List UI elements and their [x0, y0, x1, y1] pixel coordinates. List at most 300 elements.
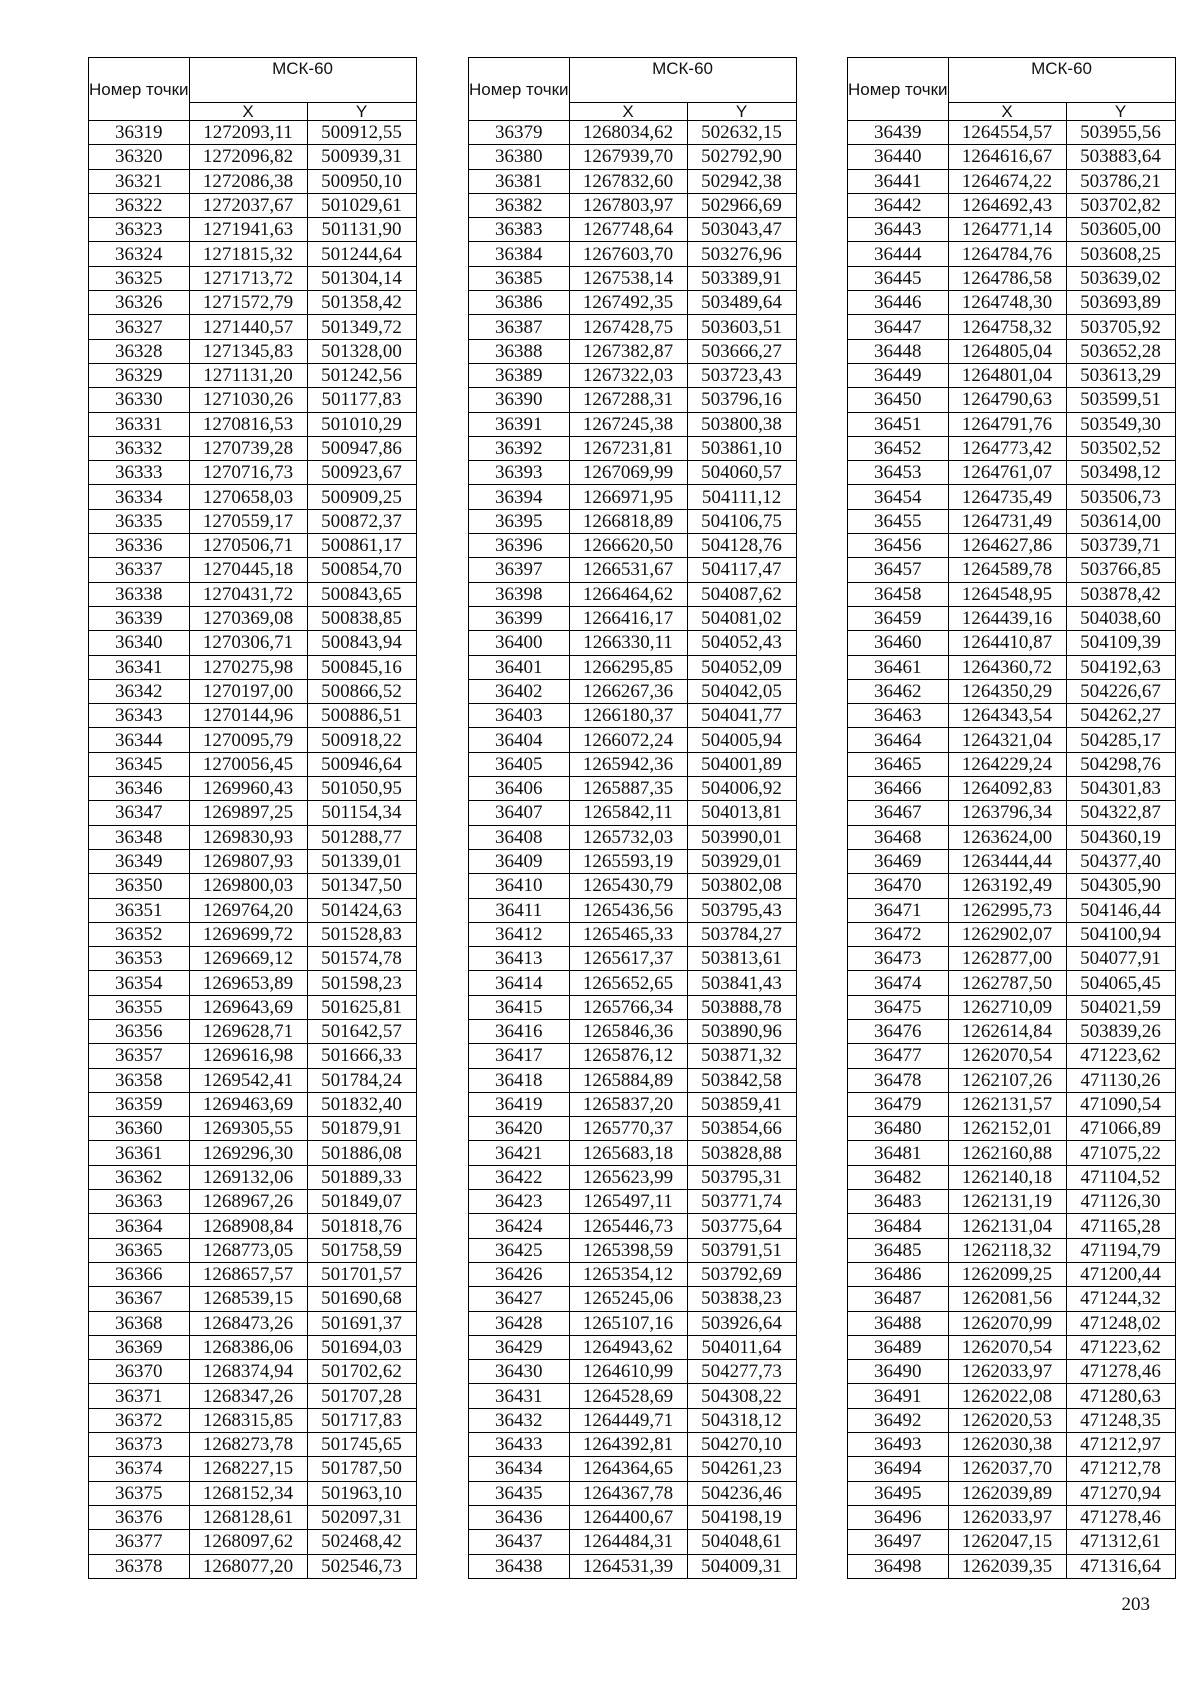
y-coordinate-cell: 501818,76 — [307, 1214, 416, 1238]
y-coordinate-cell: 471223,62 — [1066, 1044, 1175, 1068]
y-coordinate-cell: 501832,40 — [307, 1092, 416, 1116]
x-column-header: X — [948, 103, 1066, 121]
y-coordinate-cell: 501244,64 — [307, 242, 416, 266]
x-coordinate-cell: 1268773,05 — [189, 1238, 307, 1262]
x-coordinate-cell: 1264449,71 — [569, 1408, 687, 1432]
point-number-cell: 36481 — [848, 1141, 949, 1165]
y-coordinate-cell: 501288,77 — [307, 825, 416, 849]
point-number-cell: 36427 — [469, 1287, 570, 1311]
y-coordinate-cell: 503842,58 — [687, 1068, 796, 1092]
y-coordinate-cell: 504109,39 — [1066, 631, 1175, 655]
x-coordinate-cell: 1271941,63 — [189, 218, 307, 242]
coordinates-table — [468, 57, 797, 1579]
y-coordinate-cell: 501050,95 — [307, 777, 416, 801]
table-row — [89, 655, 417, 679]
point-number-cell: 36381 — [469, 169, 570, 193]
y-coordinate-cell: 503861,10 — [687, 436, 796, 460]
point-number-cell: 36369 — [89, 1335, 190, 1359]
point-number-cell: 36435 — [469, 1481, 570, 1505]
y-coordinate-cell: 501886,08 — [307, 1141, 416, 1165]
point-number-cell: 36429 — [469, 1335, 570, 1359]
x-coordinate-cell: 1269764,20 — [189, 898, 307, 922]
x-coordinate-cell: 1272037,67 — [189, 193, 307, 217]
point-number-cell: 36455 — [848, 509, 949, 533]
y-coordinate-cell: 503888,78 — [687, 995, 796, 1019]
table-row — [89, 363, 417, 387]
point-number-cell: 36411 — [469, 898, 570, 922]
y-coordinate-cell: 471090,54 — [1066, 1092, 1175, 1116]
y-coordinate-cell: 500886,51 — [307, 704, 416, 728]
point-number-cell: 36471 — [848, 898, 949, 922]
y-coordinate-cell: 502097,31 — [307, 1505, 416, 1529]
y-coordinate-cell: 500866,52 — [307, 679, 416, 703]
point-number-cell: 36374 — [89, 1457, 190, 1481]
point-number-cell: 36409 — [469, 849, 570, 873]
table-row — [469, 801, 797, 825]
point-number-cell: 36454 — [848, 485, 949, 509]
x-coordinate-cell: 1270197,00 — [189, 679, 307, 703]
table-row — [848, 898, 1176, 922]
table-row — [89, 1408, 417, 1432]
y-coordinate-cell: 503613,29 — [1066, 363, 1175, 387]
table-row — [469, 679, 797, 703]
y-coordinate-cell: 503608,25 — [1066, 242, 1175, 266]
point-number-cell: 36415 — [469, 995, 570, 1019]
point-number-cell: 36347 — [89, 801, 190, 825]
table-row — [848, 315, 1176, 339]
point-number-cell: 36350 — [89, 874, 190, 898]
x-coordinate-cell: 1270306,71 — [189, 631, 307, 655]
x-coordinate-cell: 1269800,03 — [189, 874, 307, 898]
y-coordinate-cell: 503955,56 — [1066, 121, 1175, 145]
point-number-cell: 36387 — [469, 315, 570, 339]
table-row — [89, 1457, 417, 1481]
point-number-cell: 36326 — [89, 291, 190, 315]
table-row — [89, 704, 417, 728]
y-coordinate-cell: 504060,57 — [687, 461, 796, 485]
table-row — [469, 1214, 797, 1238]
x-coordinate-cell: 1264400,67 — [569, 1505, 687, 1529]
table-row — [848, 145, 1176, 169]
y-coordinate-cell: 471212,78 — [1066, 1457, 1175, 1481]
point-number-cell: 36357 — [89, 1044, 190, 1068]
x-coordinate-cell: 1263444,44 — [948, 849, 1066, 873]
y-coordinate-cell: 471312,61 — [1066, 1530, 1175, 1554]
point-number-cell: 36380 — [469, 145, 570, 169]
point-number-cell: 36412 — [469, 922, 570, 946]
x-coordinate-cell: 1262131,04 — [948, 1214, 1066, 1238]
y-coordinate-cell: 503766,85 — [1066, 558, 1175, 582]
table-row — [89, 728, 417, 752]
x-coordinate-cell: 1269628,71 — [189, 1019, 307, 1043]
point-number-cell: 36331 — [89, 412, 190, 436]
x-coordinate-cell: 1262033,97 — [948, 1505, 1066, 1529]
y-coordinate-cell: 504013,81 — [687, 801, 796, 825]
table-row — [848, 801, 1176, 825]
table-row — [89, 1287, 417, 1311]
x-coordinate-cell: 1265842,11 — [569, 801, 687, 825]
x-coordinate-cell: 1264791,76 — [948, 412, 1066, 436]
point-number-cell: 36461 — [848, 655, 949, 679]
y-coordinate-cell: 504042,05 — [687, 679, 796, 703]
table-row — [89, 412, 417, 436]
x-coordinate-cell: 1265683,18 — [569, 1141, 687, 1165]
point-number-cell: 36342 — [89, 679, 190, 703]
table-row — [848, 388, 1176, 412]
x-coordinate-cell: 1270056,45 — [189, 752, 307, 776]
coordinate-system-header: МСК-60 — [948, 58, 1175, 103]
x-coordinate-cell: 1266971,95 — [569, 485, 687, 509]
table-row — [848, 777, 1176, 801]
table-row — [848, 1530, 1176, 1554]
table-row — [848, 947, 1176, 971]
y-coordinate-cell: 501424,63 — [307, 898, 416, 922]
point-number-cell: 36444 — [848, 242, 949, 266]
x-coordinate-cell: 1267939,70 — [569, 145, 687, 169]
point-number-cell: 36491 — [848, 1384, 949, 1408]
table-row — [89, 145, 417, 169]
table-row — [89, 436, 417, 460]
table-row — [89, 388, 417, 412]
table-row — [89, 121, 417, 145]
point-number-cell: 36376 — [89, 1505, 190, 1529]
point-number-cell: 36367 — [89, 1287, 190, 1311]
x-coordinate-cell: 1268152,34 — [189, 1481, 307, 1505]
y-coordinate-cell: 471104,52 — [1066, 1165, 1175, 1189]
x-coordinate-cell: 1268967,26 — [189, 1190, 307, 1214]
point-number-cell: 36449 — [848, 363, 949, 387]
coordinates-table — [847, 57, 1176, 1579]
x-coordinate-cell: 1264610,99 — [569, 1360, 687, 1384]
x-coordinate-cell: 1265846,36 — [569, 1019, 687, 1043]
y-coordinate-cell: 501328,00 — [307, 339, 416, 363]
point-number-cell: 36339 — [89, 606, 190, 630]
point-number-cell: 36365 — [89, 1238, 190, 1262]
table-row — [848, 1554, 1176, 1578]
point-number-cell: 36450 — [848, 388, 949, 412]
table-row — [89, 1481, 417, 1505]
table-row — [89, 752, 417, 776]
point-number-cell: 36345 — [89, 752, 190, 776]
table-row — [848, 679, 1176, 703]
y-coordinate-cell: 503990,01 — [687, 825, 796, 849]
table-row — [469, 1044, 797, 1068]
y-coordinate-cell: 504262,27 — [1066, 704, 1175, 728]
y-coordinate-cell: 503389,91 — [687, 266, 796, 290]
y-coordinate-cell: 501528,83 — [307, 922, 416, 946]
y-coordinate-cell: 503666,27 — [687, 339, 796, 363]
x-coordinate-cell: 1270095,79 — [189, 728, 307, 752]
y-coordinate-cell: 502966,69 — [687, 193, 796, 217]
point-number-cell: 36413 — [469, 947, 570, 971]
y-coordinate-cell: 471212,97 — [1066, 1433, 1175, 1457]
y-coordinate-cell: 501029,61 — [307, 193, 416, 217]
table-row — [848, 1433, 1176, 1457]
x-coordinate-cell: 1262081,56 — [948, 1287, 1066, 1311]
table-row — [469, 704, 797, 728]
table-row — [89, 1384, 417, 1408]
x-coordinate-cell: 1263192,49 — [948, 874, 1066, 898]
point-number-cell: 36447 — [848, 315, 949, 339]
y-coordinate-cell: 503828,88 — [687, 1141, 796, 1165]
table-row — [89, 631, 417, 655]
point-number-cell: 36410 — [469, 874, 570, 898]
point-number-cell: 36375 — [89, 1481, 190, 1505]
x-coordinate-cell: 1271345,83 — [189, 339, 307, 363]
y-coordinate-cell: 471126,30 — [1066, 1190, 1175, 1214]
table-row — [469, 1238, 797, 1262]
y-coordinate-cell: 501889,33 — [307, 1165, 416, 1189]
x-coordinate-cell: 1267748,64 — [569, 218, 687, 242]
y-coordinate-cell: 501177,83 — [307, 388, 416, 412]
table-row — [469, 169, 797, 193]
y-coordinate-cell: 503791,51 — [687, 1238, 796, 1262]
point-number-cell: 36466 — [848, 777, 949, 801]
y-coordinate-cell: 503800,38 — [687, 412, 796, 436]
y-coordinate-cell: 501339,01 — [307, 849, 416, 873]
table-row — [848, 1044, 1176, 1068]
table-row — [469, 898, 797, 922]
table-row — [89, 1190, 417, 1214]
table-row — [848, 534, 1176, 558]
point-number-cell: 36361 — [89, 1141, 190, 1165]
x-coordinate-cell: 1264692,43 — [948, 193, 1066, 217]
point-number-cell: 36377 — [89, 1530, 190, 1554]
table-row — [848, 1384, 1176, 1408]
table-row — [89, 1505, 417, 1529]
x-coordinate-cell: 1263796,34 — [948, 801, 1066, 825]
y-coordinate-cell: 504198,19 — [687, 1505, 796, 1529]
point-number-cell: 36368 — [89, 1311, 190, 1335]
x-coordinate-cell: 1265617,37 — [569, 947, 687, 971]
table-row — [469, 971, 797, 995]
point-number-cell: 36480 — [848, 1117, 949, 1141]
y-coordinate-cell: 502632,15 — [687, 121, 796, 145]
y-coordinate-cell: 500843,94 — [307, 631, 416, 655]
table-row — [89, 825, 417, 849]
x-coordinate-cell: 1262131,19 — [948, 1190, 1066, 1214]
table-row — [469, 922, 797, 946]
y-coordinate-cell: 471066,89 — [1066, 1117, 1175, 1141]
x-coordinate-cell: 1267322,03 — [569, 363, 687, 387]
y-coordinate-cell: 471223,62 — [1066, 1335, 1175, 1359]
y-coordinate-cell: 500950,10 — [307, 169, 416, 193]
x-coordinate-cell: 1270445,18 — [189, 558, 307, 582]
table-row — [848, 995, 1176, 1019]
point-number-cell: 36395 — [469, 509, 570, 533]
table-row — [848, 971, 1176, 995]
x-coordinate-cell: 1269643,69 — [189, 995, 307, 1019]
table-row — [848, 728, 1176, 752]
y-coordinate-cell: 500912,55 — [307, 121, 416, 145]
x-coordinate-cell: 1262037,70 — [948, 1457, 1066, 1481]
point-number-cell: 36333 — [89, 461, 190, 485]
table-row — [848, 339, 1176, 363]
table-row — [469, 412, 797, 436]
point-number-cell: 36358 — [89, 1068, 190, 1092]
x-coordinate-cell: 1269960,43 — [189, 777, 307, 801]
x-coordinate-cell: 1264360,72 — [948, 655, 1066, 679]
point-number-cell: 36390 — [469, 388, 570, 412]
y-coordinate-cell: 503795,43 — [687, 898, 796, 922]
x-coordinate-cell: 1265887,35 — [569, 777, 687, 801]
table-row — [469, 849, 797, 873]
x-coordinate-cell: 1262995,73 — [948, 898, 1066, 922]
y-coordinate-cell: 503603,51 — [687, 315, 796, 339]
x-coordinate-cell: 1264801,04 — [948, 363, 1066, 387]
point-number-cell: 36421 — [469, 1141, 570, 1165]
y-coordinate-cell: 504041,77 — [687, 704, 796, 728]
y-coordinate-cell: 503802,08 — [687, 874, 796, 898]
table-row — [89, 582, 417, 606]
x-coordinate-cell: 1269616,98 — [189, 1044, 307, 1068]
point-number-cell: 36497 — [848, 1530, 949, 1554]
y-coordinate-cell: 503639,02 — [1066, 266, 1175, 290]
table-body — [89, 121, 417, 1579]
y-coordinate-cell: 501717,83 — [307, 1408, 416, 1432]
x-coordinate-cell: 1262039,89 — [948, 1481, 1066, 1505]
table-row — [469, 1019, 797, 1043]
point-number-cell: 36428 — [469, 1311, 570, 1335]
x-coordinate-cell: 1265770,37 — [569, 1117, 687, 1141]
point-number-cell: 36446 — [848, 291, 949, 315]
y-column-header: Y — [687, 103, 796, 121]
point-number-cell: 36405 — [469, 752, 570, 776]
y-coordinate-cell: 501242,56 — [307, 363, 416, 387]
table-row — [89, 485, 417, 509]
y-coordinate-cell: 503043,47 — [687, 218, 796, 242]
x-coordinate-cell: 1262118,32 — [948, 1238, 1066, 1262]
x-coordinate-cell: 1272093,11 — [189, 121, 307, 145]
y-coordinate-cell: 501690,68 — [307, 1287, 416, 1311]
point-number-cell: 36432 — [469, 1408, 570, 1432]
point-number-cell: 36485 — [848, 1238, 949, 1262]
x-coordinate-cell: 1267288,31 — [569, 388, 687, 412]
point-number-cell: 36341 — [89, 655, 190, 679]
point-number-cell: 36372 — [89, 1408, 190, 1432]
table-row — [89, 558, 417, 582]
y-coordinate-cell: 504081,02 — [687, 606, 796, 630]
table-row — [89, 1019, 417, 1043]
x-coordinate-cell: 1269463,69 — [189, 1092, 307, 1116]
table-row — [89, 461, 417, 485]
table-row — [89, 1141, 417, 1165]
coordinates-table — [88, 57, 417, 1579]
y-coordinate-cell: 503859,41 — [687, 1092, 796, 1116]
point-number-cell: 36456 — [848, 534, 949, 558]
point-number-cell: 36334 — [89, 485, 190, 509]
point-number-cell: 36423 — [469, 1190, 570, 1214]
x-coordinate-cell: 1264321,04 — [948, 728, 1066, 752]
table-row — [848, 485, 1176, 509]
point-number-cell: 36451 — [848, 412, 949, 436]
x-coordinate-cell: 1266620,50 — [569, 534, 687, 558]
point-number-cell: 36322 — [89, 193, 190, 217]
y-coordinate-cell: 501625,81 — [307, 995, 416, 1019]
x-coordinate-cell: 1264092,83 — [948, 777, 1066, 801]
table-row — [469, 218, 797, 242]
y-coordinate-cell: 471200,44 — [1066, 1262, 1175, 1286]
x-coordinate-cell: 1264367,78 — [569, 1481, 687, 1505]
y-coordinate-cell: 503929,01 — [687, 849, 796, 873]
x-coordinate-cell: 1264771,14 — [948, 218, 1066, 242]
table-row — [848, 752, 1176, 776]
y-coordinate-cell: 500923,67 — [307, 461, 416, 485]
y-coordinate-cell: 503489,64 — [687, 291, 796, 315]
table-row — [469, 315, 797, 339]
table-row — [89, 1165, 417, 1189]
point-number-header: Номер точки — [469, 58, 570, 121]
point-number-cell: 36352 — [89, 922, 190, 946]
x-coordinate-cell: 1268473,26 — [189, 1311, 307, 1335]
y-coordinate-cell: 502468,42 — [307, 1530, 416, 1554]
x-coordinate-cell: 1267492,35 — [569, 291, 687, 315]
x-coordinate-cell: 1270739,28 — [189, 436, 307, 460]
point-number-cell: 36359 — [89, 1092, 190, 1116]
y-coordinate-cell: 504005,94 — [687, 728, 796, 752]
x-coordinate-cell: 1269542,41 — [189, 1068, 307, 1092]
table-row — [848, 1335, 1176, 1359]
point-number-cell: 36363 — [89, 1190, 190, 1214]
table-row — [848, 558, 1176, 582]
x-coordinate-cell: 1264392,81 — [569, 1433, 687, 1457]
y-coordinate-cell: 500854,70 — [307, 558, 416, 582]
point-number-cell: 36439 — [848, 121, 949, 145]
x-coordinate-cell: 1267832,60 — [569, 169, 687, 193]
table-row — [89, 1530, 417, 1554]
x-coordinate-cell: 1265876,12 — [569, 1044, 687, 1068]
table-row — [848, 825, 1176, 849]
point-number-cell: 36458 — [848, 582, 949, 606]
point-number-cell: 36408 — [469, 825, 570, 849]
x-coordinate-cell: 1268097,62 — [189, 1530, 307, 1554]
point-number-cell: 36460 — [848, 631, 949, 655]
table-row — [848, 1214, 1176, 1238]
page-number: 203 — [1121, 1594, 1150, 1615]
table-row — [469, 995, 797, 1019]
point-number-cell: 36338 — [89, 582, 190, 606]
point-number-cell: 36443 — [848, 218, 949, 242]
table-row — [848, 704, 1176, 728]
x-coordinate-cell: 1271815,32 — [189, 242, 307, 266]
table-row — [848, 193, 1176, 217]
point-number-cell: 36400 — [469, 631, 570, 655]
y-coordinate-cell: 501787,50 — [307, 1457, 416, 1481]
table-row — [469, 1457, 797, 1481]
y-coordinate-cell: 471278,46 — [1066, 1360, 1175, 1384]
x-coordinate-cell: 1266416,17 — [569, 606, 687, 630]
x-coordinate-cell: 1265623,99 — [569, 1165, 687, 1189]
table-row — [469, 436, 797, 460]
x-coordinate-cell: 1272096,82 — [189, 145, 307, 169]
x-coordinate-cell: 1264805,04 — [948, 339, 1066, 363]
y-coordinate-cell: 471270,94 — [1066, 1481, 1175, 1505]
point-number-cell: 36354 — [89, 971, 190, 995]
x-coordinate-cell: 1264616,67 — [948, 145, 1066, 169]
x-coordinate-cell: 1262070,54 — [948, 1044, 1066, 1068]
y-coordinate-cell: 503792,69 — [687, 1262, 796, 1286]
x-coordinate-cell: 1266818,89 — [569, 509, 687, 533]
point-number-cell: 36445 — [848, 266, 949, 290]
y-coordinate-cell: 501758,59 — [307, 1238, 416, 1262]
x-coordinate-cell: 1269305,55 — [189, 1117, 307, 1141]
y-coordinate-cell: 503883,64 — [1066, 145, 1175, 169]
table-row — [89, 1117, 417, 1141]
y-coordinate-cell: 503854,66 — [687, 1117, 796, 1141]
table-row — [89, 1092, 417, 1116]
table-row — [848, 1505, 1176, 1529]
table-row — [848, 1457, 1176, 1481]
